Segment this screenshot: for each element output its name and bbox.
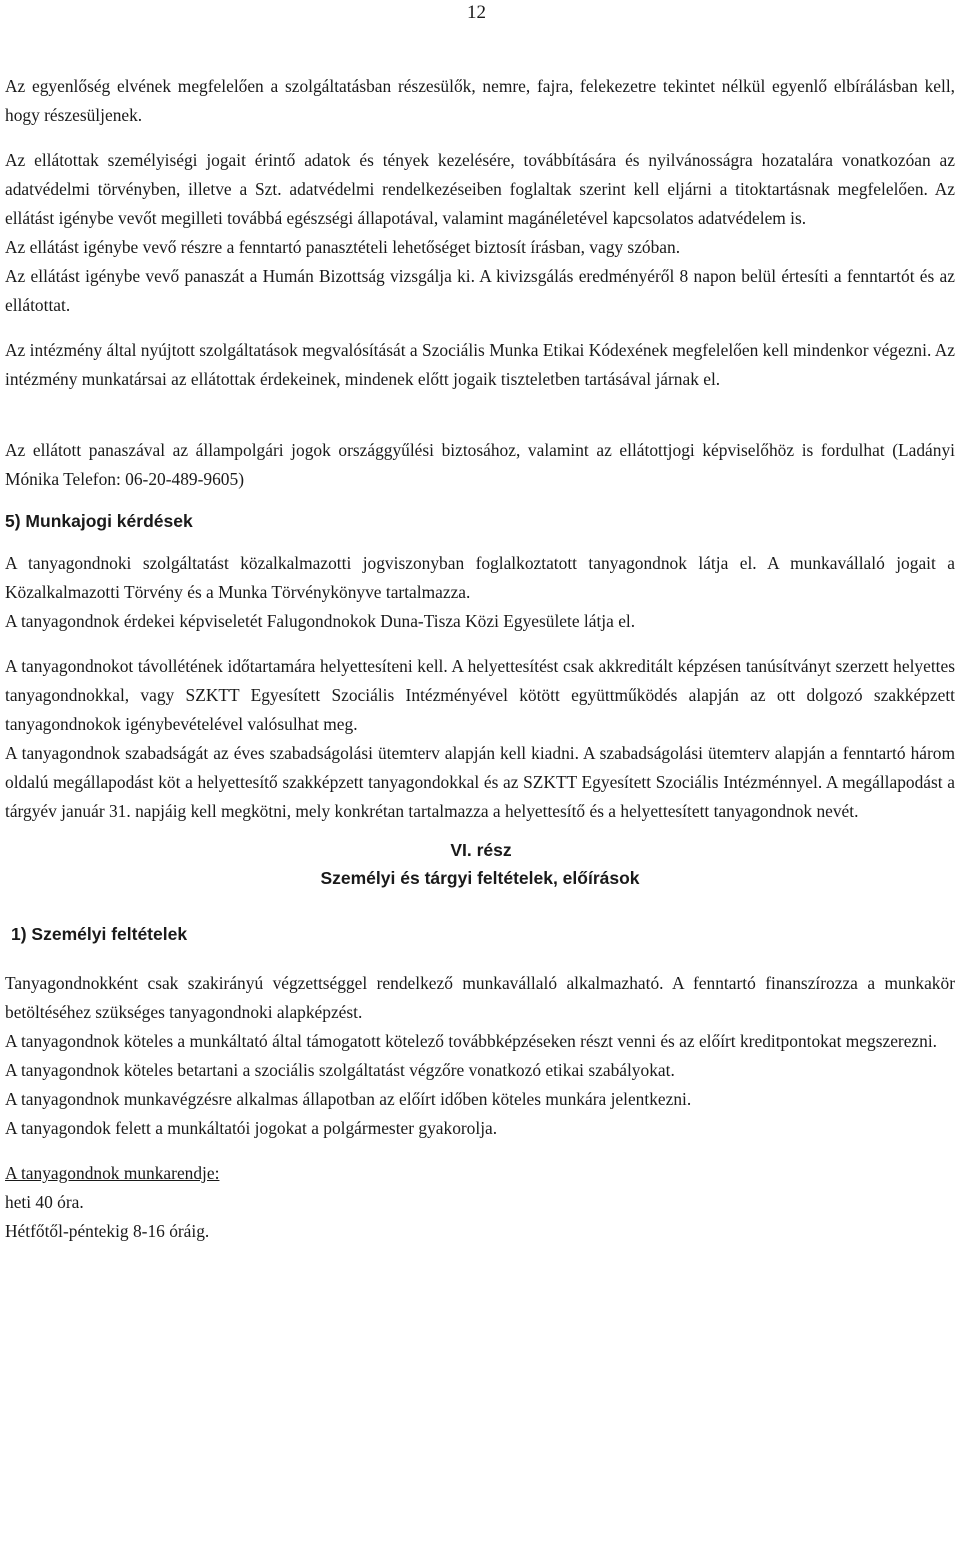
page-number: 12 xyxy=(467,2,486,23)
paragraph-training: A tanyagondnok köteles a munkáltató által támogatott kötelező továbbképzéseken részt venni és az előírt kreditpontokat megszerezni. xyxy=(5,1031,938,1051)
paragraph-fitness: A tanyagondnok munkavégzésre alkalmas állapotban az előírt időben köteles munkára jelentkezni. xyxy=(5,1089,692,1109)
paragraph-complaint-right: Az ellátást igénybe vevő részre a fenntartó panasztételi lehetőséget biztosít írásban, vagy szóban. xyxy=(5,237,681,257)
document-page xyxy=(5,72,955,1246)
schedule-title: A tanyagondnok munkarendje: xyxy=(5,1163,220,1183)
paragraph-complaint-review: Az ellátást igénybe vevő panaszát a Humán Bizottság vizsgálja ki. A kivizsgálás eredményéről 8 napon belül értesíti a fenntartót és az ellátottat. xyxy=(5,266,955,315)
paragraph-data-protection: Az ellátottak személyiségi jogait érintő adatok és tények kezelésére, továbbítására és nyilvánosságra hozatalára vonatkozóan az adatvédelmi törvényben, illetve a Szt. adatvédelmi rendelkezéseiben foglaltak szerint kell eljárni a titoktartásnak megfelelően. Az ellátást igénybe vevőt megilleti továbbá egészségi állapotával, valamint magánéletével kapcsolatos adatvédelem is. xyxy=(5,150,955,228)
section-heading-labor: 5) Munkajogi kérdések xyxy=(5,511,193,531)
schedule-days: Hétfőtől-péntekig 8-16 óráig. xyxy=(5,1221,210,1241)
part-subtitle: Személyi és tárgyi feltételek, előírások xyxy=(320,868,640,888)
paragraph-ombudsman: Az ellátott panaszával az állampolgári jogok országgyűlési biztosához, valamint az ellátottjogi képviselőhöz is fordulhat (Ladányi Mónika Telefon: 06-20-489-9605) xyxy=(5,440,955,489)
part-title: VI. rész xyxy=(450,840,512,860)
paragraph-ethics-rules: A tanyagondnok köteles betartani a szociális szolgáltatást végzőre vonatkozó etikai szabályokat. xyxy=(5,1060,675,1080)
paragraph-representation: A tanyagondnok érdekei képviseletét Falugondnokok Duna-Tisza Közi Egyesülete látja el. xyxy=(5,611,636,631)
paragraph-leave: A tanyagondnok szabadságát az éves szabadságolási ütemterv alapján kell kiadni. A szabadságolási ütemterv alapján a fenntartó három oldalú megállapodást köt a helyettesítő szakképzett tanyagondokkal és az SZKTT Egyesített Szociális Intézménnyel. A megállapodást a tárgyév január 31. napjáig kell megkötni, mely konkrétan tartalmazza a helyettesítő és a helyettesített tanyagondnok nevét. xyxy=(5,743,955,821)
paragraph-employment: A tanyagondnoki szolgáltatást közalkalmazotti jogviszonyban foglalkoztatott tanyagondnok látja el. A munkavállaló jogait a Közalkalmazotti Törvény és a Munka Törvénykönyve tartalmazza. xyxy=(5,553,955,602)
paragraph-ethics-code: Az intézmény által nyújtott szolgáltatások megvalósítását a Szociális Munka Etikai Kódexének megfelelően kell mindenkor végezni. Az intézmény munkatársai az ellátottak érdekeinek, mindenek előtt jogaik tiszteletben tartásával járnak el. xyxy=(5,340,955,389)
paragraph-equality: Az egyenlőség elvének megfelelően a szolgáltatásban részesülők, nemre, fajra, felekezetre tekintet nélkül egyenlő elbírálásban kell, hogy részesüljenek. xyxy=(5,76,955,125)
paragraph-substitution: A tanyagondnokot távollétének időtartamára helyettesíteni kell. A helyettesítést csak akkreditált képzésen tanúsítványt szerzett helyettes tanyagondnokkal, vagy SZKTT Egyesített Szociális Intézményével kötött együttműködés alapján az ott dolgozó szakképzett tanyagondnokok igénybevételével valósulhat meg. xyxy=(5,656,955,734)
section-heading-personnel: 1) Személyi feltételek xyxy=(11,924,188,944)
schedule-hours: heti 40 óra. xyxy=(5,1192,84,1212)
paragraph-employer-rights: A tanyagondok felett a munkáltatói jogokat a polgármester gyakorolja. xyxy=(5,1118,498,1138)
paragraph-qualification: Tanyagondnokként csak szakirányú végzettséggel rendelkező munkavállaló alkalmazható. A fenntartó finanszírozza a munkakör betöltéséhez szükséges tanyagondnoki alapképzést. xyxy=(5,973,955,1022)
